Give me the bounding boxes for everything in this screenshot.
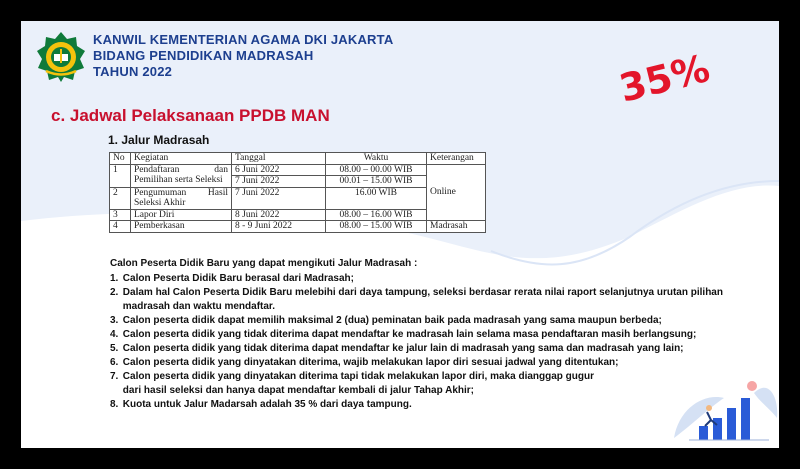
table-cell: 6 Juni 2022 <box>232 164 326 176</box>
table-header-row <box>110 153 486 165</box>
table-row <box>110 221 486 233</box>
table-cell: Online <box>427 164 486 221</box>
table-cell: Pemberkasan <box>131 221 232 233</box>
list-item: 3. Calon peserta didik dapat memilih maksimal 2 (dua) peminatan baik pada madrasah yang sama maupun berbeda; <box>110 315 662 326</box>
table-cell: 8 Juni 2022 <box>232 209 326 221</box>
table-cell: 00.01 – 15.00 WIB <box>326 176 427 188</box>
table-cell: Madrasah <box>427 221 486 233</box>
list-item: 1. Calon Peserta Didik Baru berasal dari Madrasah; <box>110 273 354 284</box>
table-cell: 08.00 – 15.00 WIB <box>326 221 427 233</box>
table-cell: Pengumuman Hasil Seleksi Akhir <box>131 187 232 209</box>
table-cell: 08.00 – 16.00 WIB <box>326 209 427 221</box>
quota-badge: 35% <box>615 45 714 111</box>
col-header-tanggal: Tanggal <box>232 153 326 165</box>
list-item: madrasah dan waktu mendaftar. <box>122 301 276 312</box>
header-line-1: KANWIL KEMENTERIAN AGAMA DKI JAKARTA <box>93 32 394 47</box>
table-cell: 3 <box>110 209 131 221</box>
col-header-keterangan: Keterangan <box>427 153 486 165</box>
header-line-3: TAHUN 2022 <box>93 64 173 79</box>
table-cell: 2 <box>110 187 131 209</box>
col-header-kegiatan: Kegiatan <box>131 153 232 165</box>
criteria-intro: Calon Peserta Didik Baru yang dapat mengikuti Jalur Madrasah : <box>110 258 418 269</box>
section-title: c. Jadwal Pelaksanaan PPDB MAN <box>51 106 330 125</box>
table-cell: Pendaftaran dan Pemilihan serta Seleksi <box>131 164 232 187</box>
list-item: 4. Calon peserta didik yang tidak diterima dapat mendaftar ke madrasah lain selama masa pendaftaran masih berlangsung; <box>110 329 697 340</box>
list-item: 8. Kuota untuk Jalur Madarsah adalah 35 % dari daya tampung. <box>110 399 412 410</box>
kemenag-logo <box>36 31 86 83</box>
table-cell: 4 <box>110 221 131 233</box>
list-item: 2. Dalam hal Calon Peserta Didik Baru melebihi dari daya tampung, seleksi berdasar rerata nilai raport selanjutnya urutan pilihan <box>110 287 723 298</box>
list-item: 6. Calon peserta didik yang dinyatakan diterima, wajib melakukan lapor diri sesuai jadwal yang ditentukan; <box>110 357 619 368</box>
schedule-table <box>109 152 486 233</box>
slide <box>21 21 779 448</box>
table-cell: Lapor Diri <box>131 209 232 221</box>
table-cell: 1 <box>110 164 131 187</box>
header-line-2: BIDANG PENDIDIKAN MADRASAH <box>93 48 314 63</box>
col-header-no: No <box>110 153 131 165</box>
growth-chart-illustration <box>669 368 779 448</box>
table-cell: 16.00 WIB <box>326 187 427 209</box>
col-header-waktu: Waktu <box>326 153 427 165</box>
section-subtitle: 1. Jalur Madrasah <box>108 133 210 147</box>
header-text <box>93 32 393 80</box>
table-cell: 08.00 – 00.00 WIB <box>326 164 427 176</box>
list-item: 7. Calon peserta didik yang dinyatakan diterima tapi tidak melakukan lapor diri, maka dianggap gugur <box>110 371 595 382</box>
table-row <box>110 164 486 176</box>
list-item: 5. Calon peserta didik yang tidak diterima dapat mendaftar ke jalur lain di madrasah yang sama dan madrasah yang lain; <box>110 343 684 354</box>
table-cell: 7 Juni 2022 <box>232 187 326 209</box>
table-cell: 8 - 9 Juni 2022 <box>232 221 326 233</box>
list-item: dari hasil seleksi dan hanya dapat mendaftar kembali di jalur Tahap Akhir; <box>122 385 475 396</box>
table-cell: 7 Juni 2022 <box>232 176 326 188</box>
